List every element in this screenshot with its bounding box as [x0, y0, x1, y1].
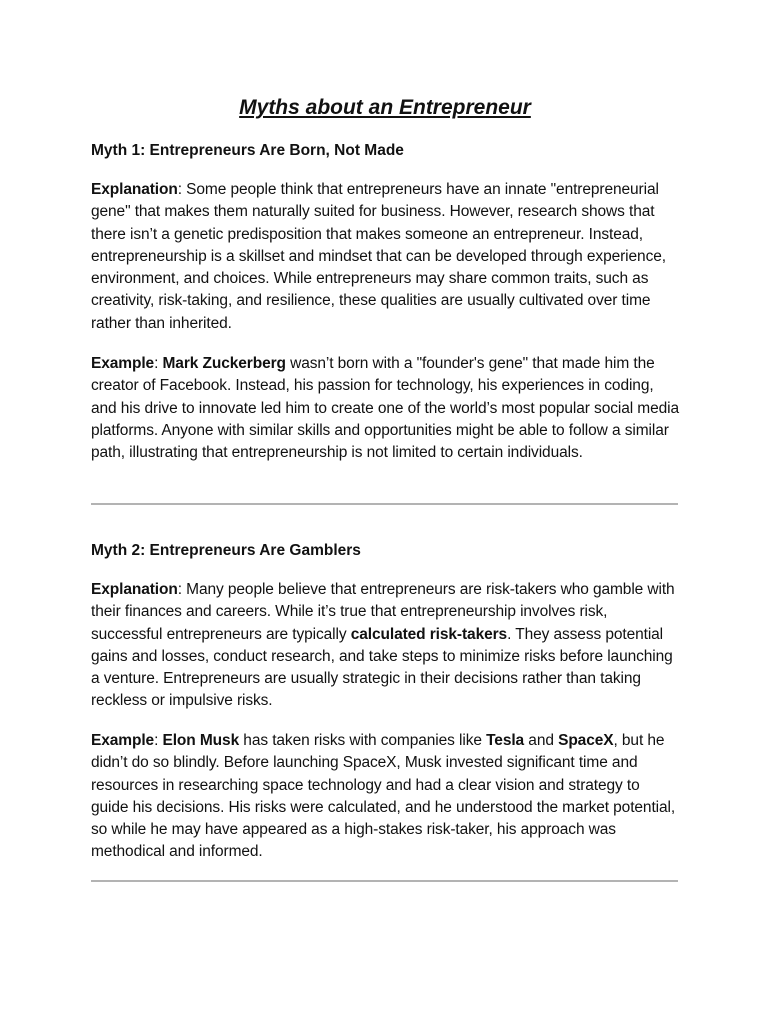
example-person: Elon Musk — [162, 732, 240, 749]
explanation-text: Some people think that entrepreneurs have an innate "entrepreneurial gene" that makes them naturally suited for business. However, research shows that there isn’t a genetic predisposition that makes someone an entrepreneur. Instead, entrepreneurship is a skillset and mindset that can be developed through experience, environment, and choices. While entrepreneurs may share common traits, such as creativity, risk-taking, and resilience, these qualities are usually cultivated over time rather than inherited. — [91, 181, 666, 332]
example-conjunction: and — [524, 732, 559, 749]
myth-1-heading: Myth 1: Entrepreneurs Are Born, Not Made — [91, 142, 404, 159]
label-separator: : — [177, 581, 187, 598]
explanation-bold-term: calculated risk-takers — [350, 625, 508, 643]
example-text: wasn’t born with a "founder's gene" that made him the creator of Facebook. Instead, his passion for technology, his experiences in coding, and his drive to innovate led him to create one of the world’s most popular social media platforms. Anyone with similar skills and opportunities might be able to follow a similar path, illustrating that entrepreneurship is not limited to certain individuals. — [91, 355, 679, 462]
myth-1-example — [91, 353, 679, 464]
section-divider-2 — [91, 880, 678, 882]
example-company-1: Tesla — [486, 732, 525, 749]
example-text-b: , but he didn’t do so blindly. Before launching SpaceX, Musk invested significant time and resources in researching space technology and had a clear vision and strategy to guide his decisions. His risks were calculated, and he understood the market potential, so while he may have appeared as a high-stakes risk-taker, his approach was methodical and informed. — [91, 732, 676, 861]
example-company-2: SpaceX — [558, 732, 614, 749]
label-separator: : — [154, 732, 163, 749]
document-title: Myths about an Entrepreneur — [239, 96, 531, 119]
example-label: Example — [91, 732, 155, 749]
explanation-text-b: . They assess potential gains and losses, conduct research, and take steps to minimize risks before launching a venture. Entrepreneurs are usually strategic in their decisions rather than taking reckless or impulsive risks. — [91, 625, 673, 710]
explanation-label: Explanation — [91, 581, 178, 598]
label-separator: : — [177, 181, 187, 198]
example-label: Example — [91, 355, 155, 372]
myth-2-heading: Myth 2: Entrepreneurs Are Gamblers — [91, 542, 361, 559]
example-person: Mark Zuckerberg — [162, 355, 286, 372]
explanation-text-a: Many people believe that entrepreneurs are risk-takers who gamble with their finances and careers. While it’s true that entrepreneurship involves risk, successful entrepreneurs are typically — [91, 581, 675, 643]
myth-2-explanation — [91, 579, 679, 713]
myth-1-explanation — [91, 179, 679, 335]
example-text-a: has taken risks with companies like — [239, 732, 487, 749]
label-separator: : — [154, 355, 163, 372]
explanation-label: Explanation — [91, 181, 178, 198]
myth-2-example — [91, 730, 679, 864]
section-divider-1 — [91, 503, 678, 505]
